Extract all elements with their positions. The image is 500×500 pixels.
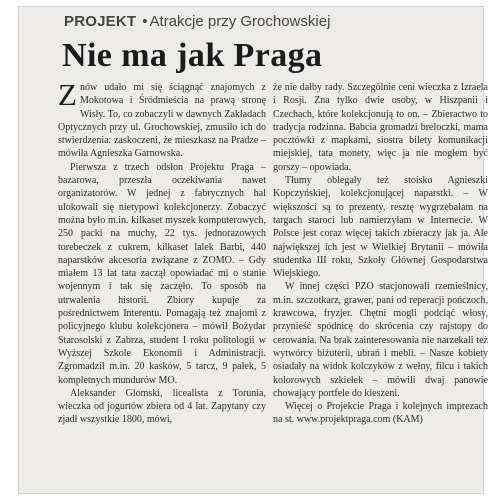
article-column-right — [273, 81, 488, 427]
section-label: PROJEKT — [64, 13, 137, 30]
paragraph-text: nów udało mi się ściągnąć znajomych z Mokotowa i Śródmieścia na prawą stronę Wisły. To, co zobaczyli w dawnych Zakładach Optycznych przy ul. Grochowskiej, zmusiło ich do stwierdzenia: zaskoczeni, że mieszkasz na Pradze – mówiła Agnieszka Garnowska. — [58, 82, 266, 160]
article-paragraph: Więcej o Projekcie Praga i kolejnych imprezach na st. www.projektpraga.com (KAM) — [273, 401, 488, 426]
article-paragraph: Tłumy oblegały też stoisko Agnieszki Kopczyńskiej, kolekcjonującej naparstki. – W większości są to prezenty, resztę wygrzebałam na targach staroci lub namierzyłam w Internecie. W Polsce jest coraz więcej takich zbieraczy jak ja. Ale największej ich jest w Wielkiej Brytanii – mówiła studentka III roku, Szkoły Głównej Gospodarstwa Wiejskiego. — [273, 175, 488, 280]
article-headline: Nie ma jak Praga — [62, 37, 323, 74]
bullet-separator: • — [142, 13, 148, 30]
article-paragraph: W innej części PZO stacjonowali rzemieślnicy, m.in. szczotkarz, grawer, pani od reperacji pończoch, krawcowa, fryzjer. Chętni mogli podciąć włosy, przynieść spódnicę do skrócenia czy rajstopy do cerowania. Na brak zainteresowania nie narzekali też wytwórcy biżuterii, ubrań i mebli. – Nasze kobiety osiadały na widok kolczyków z wełny, filcu i takich kolorowych szkiełek – mówili dwaj panowie chowający portfele do kieszeni. — [273, 281, 488, 399]
section-kicker — [64, 13, 330, 30]
article-paragraph: że nie dałby rady. Szczególnie ceni wieczka z Izraela i Rosji. Zna tylko dwie osoby, w Hiszpanii i Czechach, które kolekcjonują to on. – Zbieractwo to tradycja rodzinna. Babcia gromadzi breloczki, mama pocztówki z mapkami, siostra bilety komunikacji miejskiej, tata monety, więc ja nie mogłem być gorszy – opowiada. — [273, 82, 488, 173]
article-paragraph: Aleksander Glomski, licealista z Torunia, wieczka od jogurtów zbiera od 4 lat. Zapytany czy zjadł wszystkie 1800, mówi, — [58, 387, 266, 426]
article-column-left — [58, 77, 266, 427]
section-topic: Atrakcje przy Grochowskiej — [149, 13, 331, 30]
article-paragraph: Pierwsza z trzech odsłon Projektu Praga – bazarowa, przeszła oczekiwania nawet organizatorów. W jednej z fabrycznych hal ulokowali się nietypowi kolekcjonerzy. Zobaczyć można było m.in. kilkaset myszek komputerowych, 250 packi na muchy, 22 tys. jednorazowych torebeczek z cukrem, kilkaset lalek Barbi, 440 naparstków akcesoria związane z ZOMO. – Gdy miałem 13 lat tata zaczął opowiadać mi o stanie wojennym i tak się zaczęło. To sposób na utrwalenia historii. Zbiory kupuje za pośrednictwem Interentu. Pomagają też znajomi z policyjnego klubu kolekcjonera – mówił Bożydar Starosolski z Zabrza, student I roku politologii w Wyższej Szkole Ekonomii i Administracji. Zgromadził m.in. 20 kasków, 5 tarcz, 9 pałek, 5 kompletnych mundurów MO. — [58, 161, 266, 386]
article-paragraph — [58, 77, 266, 161]
drop-cap: Z — [58, 77, 77, 112]
